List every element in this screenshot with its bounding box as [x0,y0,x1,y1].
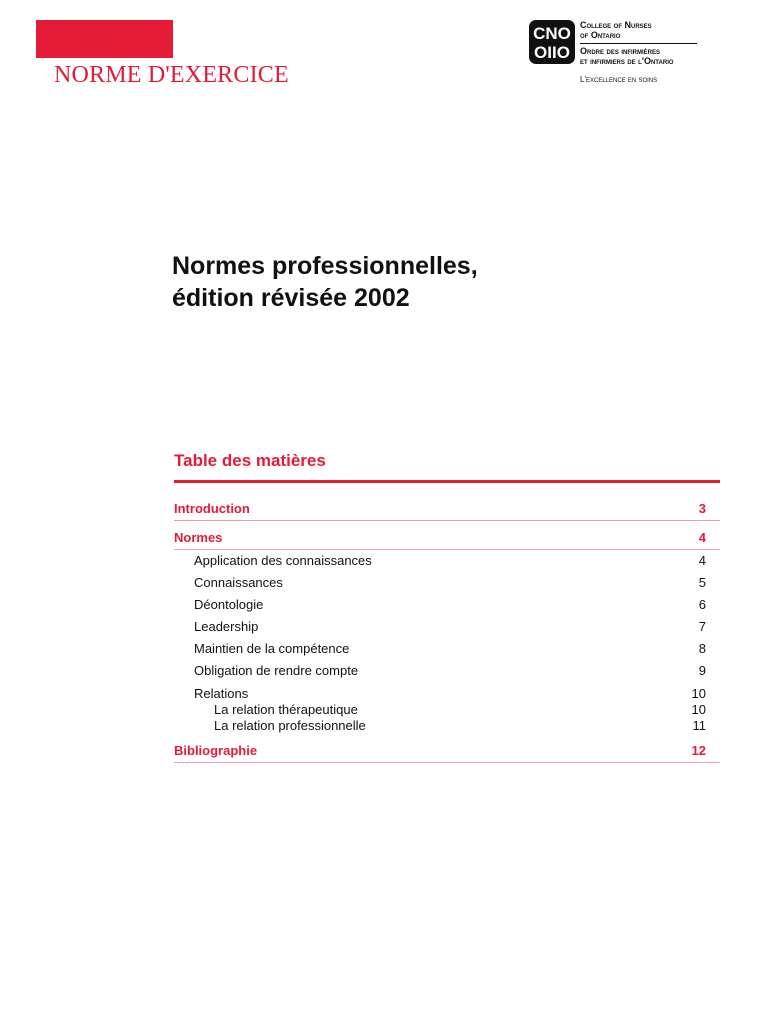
toc-entry-page: 4 [698,553,706,568]
document-title-line2: édition révisée 2002 [172,284,410,312]
toc-entry-label: Déontologie [194,597,264,612]
toc-entry-application[interactable] [174,550,720,572]
document-title [172,250,478,314]
toc-entry-page: 4 [698,530,706,545]
toc-entry-relation-therapeutique[interactable] [174,702,720,718]
toc-entry-page: 10 [691,686,706,701]
document-type-label: NORME D'EXERCICE [54,62,289,88]
toc-entry-label: Relations [194,686,249,701]
document-title-line1: Normes professionnelles, [172,252,478,280]
toc-entry-relations[interactable] [174,686,720,702]
toc-entry-page: 8 [698,641,706,656]
toc-entry-page: 6 [698,597,706,612]
toc-entry-leadership[interactable] [174,616,720,638]
organization-name-en [580,20,697,44]
org-fr-line2: et infirmiers de l'Ontario [580,56,674,66]
logo-mark-bottom: OIIO [534,43,570,62]
toc-entry-label: Normes [174,530,223,545]
organization-name-fr [580,46,697,66]
toc-entry-page: 11 [692,718,706,733]
toc-entry-label: Application des connaissances [194,553,372,568]
logo-mark-top: CNO [533,24,571,43]
toc-entry-label: Bibliographie [174,743,258,758]
tagline: L'excellence en soins [580,75,658,84]
toc-entry-label: Maintien de la compétence [194,641,350,656]
toc-entry-page: 9 [698,663,706,678]
org-en-line2: of Ontario [580,30,621,40]
organization-name [580,20,697,66]
toc-entry-normes[interactable] [174,527,720,550]
toc-entry-label: Introduction [174,501,250,516]
org-fr-line1: Ordre des infirmières [580,46,661,56]
toc-entry-label: Leadership [194,619,259,634]
header-color-bar [36,20,173,58]
toc-entry-label: La relation professionnelle [214,718,366,733]
toc-entry-obligation[interactable] [174,660,720,682]
toc-entry-page: 12 [691,743,706,758]
toc-entry-page: 7 [698,619,706,634]
toc-entry-label: Obligation de rendre compte [194,663,359,678]
toc-entry-introduction[interactable] [174,498,720,521]
toc-entry-deontologie[interactable] [174,594,720,616]
cno-oiio-logo-icon [529,20,575,64]
toc-entry-page: 5 [698,575,706,590]
toc-heading: Table des matières [174,451,326,470]
toc-entry-connaissances[interactable] [174,572,720,594]
org-en-line1: College of Nurses [580,20,652,30]
toc-entry-maintien[interactable] [174,638,720,660]
toc-heading-rule [174,480,720,483]
toc-entry-bibliographie[interactable] [174,740,720,763]
toc-entry-page: 10 [691,702,706,717]
table-of-contents [174,498,720,769]
toc-entry-page: 3 [698,501,706,516]
toc-entry-label: La relation thérapeutique [214,702,358,717]
toc-entry-label: Connaissances [194,575,283,590]
toc-entry-relation-professionnelle[interactable] [174,718,720,734]
